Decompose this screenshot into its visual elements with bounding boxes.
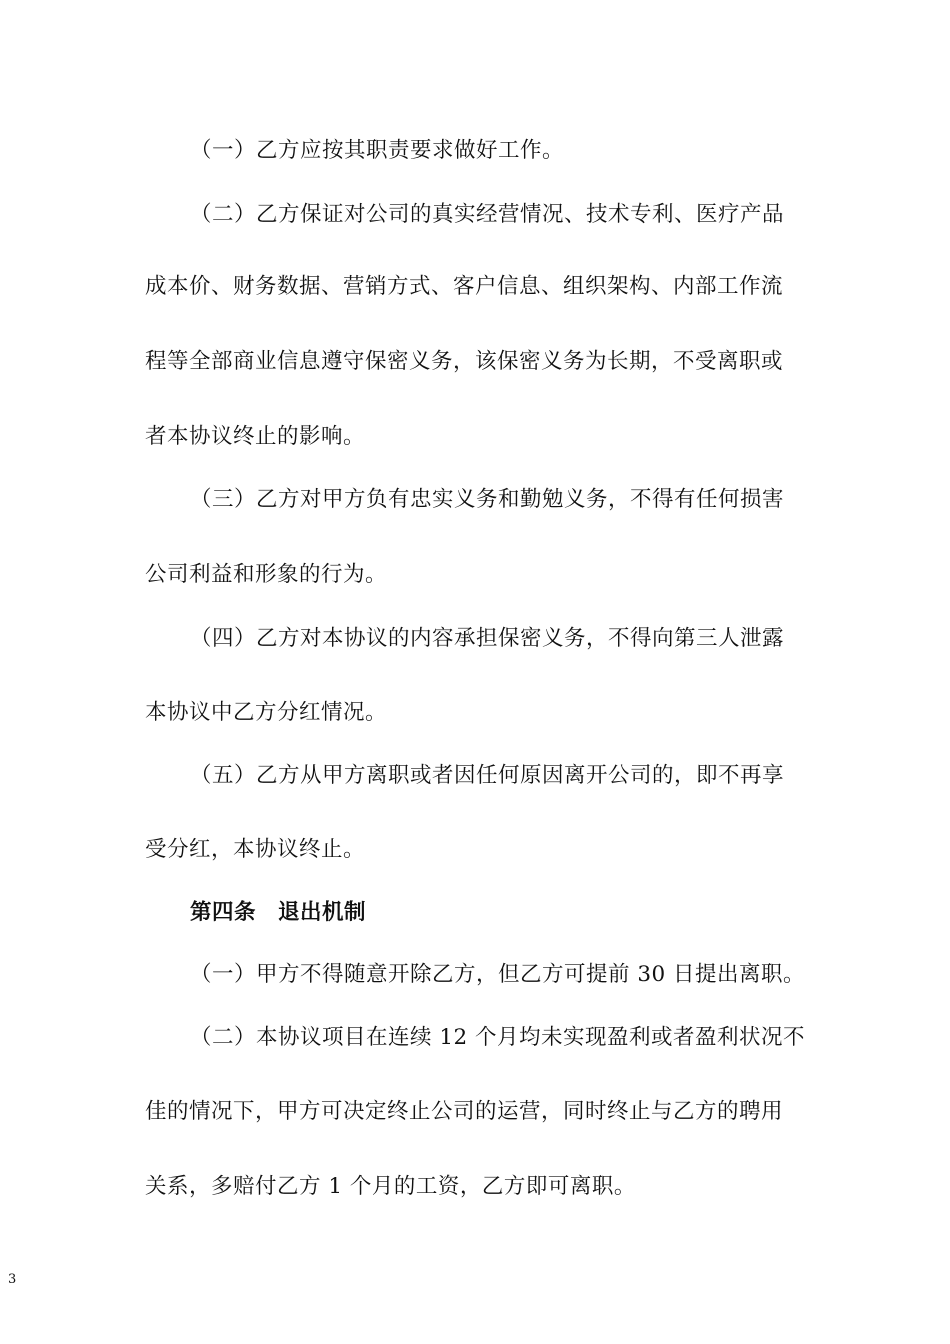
clause-4-item-1: （一）甲方不得随意开除乙方，但乙方可提前 30 日提出离职。 xyxy=(190,962,806,987)
clause-4-item-2-line-3: 关系，多赔付乙方 1 个月的工资，乙方即可离职。 xyxy=(145,1174,636,1199)
section-heading-article-4: 第四条 退出机制 xyxy=(190,900,367,925)
clause-3-item-1: （一）乙方应按其职责要求做好工作。 xyxy=(190,138,565,163)
clause-3-item-2-line-4: 者本协议终止的影响。 xyxy=(145,424,366,449)
clause-3-item-4-line-2: 本协议中乙方分红情况。 xyxy=(145,700,388,725)
clause-3-item-2-line-2: 成本价、财务数据、营销方式、客户信息、组织架构、内部工作流 xyxy=(145,274,784,299)
clause-3-item-2-line-1: （二）乙方保证对公司的真实经营情况、技术专利、医疗产品 xyxy=(190,202,785,227)
clause-4-item-2-line-2: 佳的情况下，甲方可决定终止公司的运营，同时终止与乙方的聘用 xyxy=(145,1099,784,1124)
clause-3-item-5-line-1: （五）乙方从甲方离职或者因任何原因离开公司的，即不再享 xyxy=(190,763,785,788)
clause-3-item-5-line-2: 受分红，本协议终止。 xyxy=(145,837,366,862)
clause-3-item-4-line-1: （四）乙方对本协议的内容承担保密义务，不得向第三人泄露 xyxy=(190,626,785,651)
page-number: 3 xyxy=(8,1272,17,1287)
clause-4-item-2-line-1: （二）本协议项目在连续 12 个月均未实现盈利或者盈利状况不 xyxy=(190,1025,806,1050)
clause-3-item-2-line-3: 程等全部商业信息遵守保密义务，该保密义务为长期，不受离职或 xyxy=(145,349,784,374)
clause-3-item-3-line-1: （三）乙方对甲方负有忠实义务和勤勉义务，不得有任何损害 xyxy=(190,487,785,512)
clause-3-item-3-line-2: 公司利益和形象的行为。 xyxy=(145,562,388,587)
